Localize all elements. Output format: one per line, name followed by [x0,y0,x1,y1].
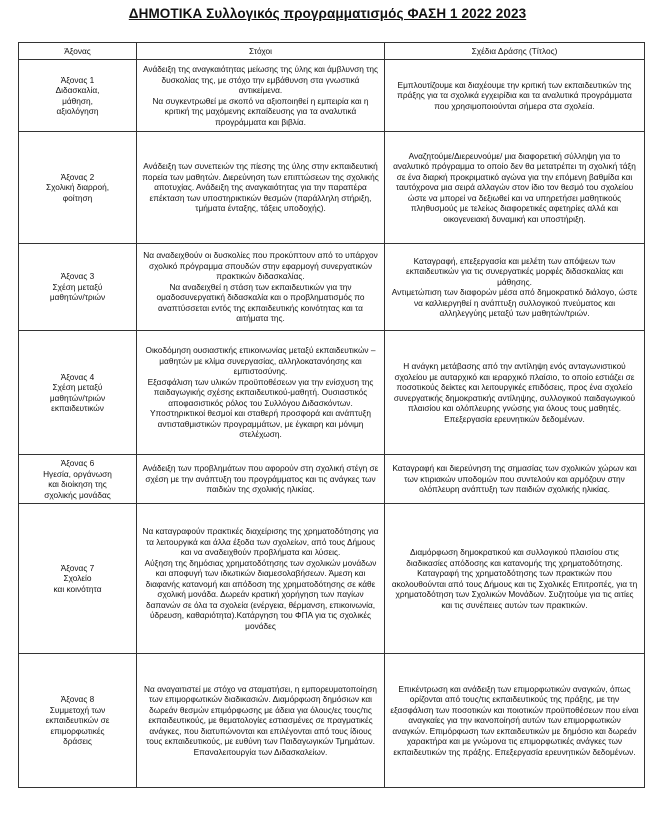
axis-label-line: μάθηση, [62,95,93,106]
cell-paragraph: Ανάδειξη της αναγκαιότητας μείωσης της ύλης και άμβλυνση της δυσκολίας της, με στόχο την εμβάθυνση στα γνωστικά αντικείμενα. [142,64,379,95]
actions-cell [385,132,645,244]
cell-paragraph: Εξασφάλιση των υλικών προϋποθέσεων για την ενίσχυση της παιδαγωγικής σχέσης εκπαιδευτικού-μαθητή. Ουσιαστικός αποφασιστικός ρόλος του Συλλόγου Διδασκόντων. Υποστηρικτικοί θεσμοί και σταθερή προσφορά και ανάπτυξη αντισταθμιστικών προγραμμάτων, με έγκαιρη και μόνιμη στελέχωση. [147,376,374,440]
cell-paragraph: Να συγκεντρωθεί με σκοπό να αξιοποιηθεί η εμπειρία και η κριτική της μαχόμενης εκπαίδευσης για τα αναλυτικά προγράμματα και βιβλία. [152,95,369,127]
header-goals: Στόχοι [137,43,385,60]
cell-paragraph: Να αναδειχθούν οι δυσκολίες που προκύπτουν από το υπάρχον σχολικό πρόγραμμα σπουδών στην εφαρμογή συνεργατικών πρακτικών διδασκαλίας. [143,250,378,282]
cell-paragraph: Ανάδειξη των συνεπειών της πίεσης της ύλης στην εκπαιδευτική πορεία των μαθητών. Διερεύνηση των επιπτώσεων της σχολικής αποτυχίας. Ανάδειξη της αναγκαιότητας για την παραπέρα επέκταση των υποστηρικτικών θεσμών (παράλληλη στήριξη, τμήματα ένταξης, τάξεις υποδοχής). [142,161,379,214]
cell-paragraph: Να αναγαιτιστεί με στόχο να σταματήσει, η εμπορευματοποίηση των επιμορφωτικών διαδικασιών. Διαμόρφωση δημόσιων και δωρεάν θεσμών επιμόρφωσης με άδεια για όλους/ες τους/τις εκπαιδευτικούς, με θεματολογίες εστιασμένες σε πραγματικές ανάγκες, που διατυπώνονται και επιλέγονται από τους ίδιους τους εκπαιδευτικούς, με ευθύνη των Παιδαγωγικών Τμημάτων. Επαναλειτουργία των Διδασκαλείων. [144,683,377,757]
cell-paragraph: Οικοδόμηση ουσιαστικής επικοινωνίας μεταξύ εκπαιδευτικών – μαθητών με κλίμα συνεργασίας, αλληλοκατανόησης και εμπιστοσύνης. [145,345,376,377]
goals-cell [137,504,385,654]
goals-cell [137,244,385,331]
axis-label-line: Άξονας 6 [60,458,95,468]
goals-cell [137,132,385,244]
axis-cell [19,455,137,504]
axis-label-line: Άξονας 3 [60,271,95,282]
axis-cell [19,60,137,132]
header-actions: Σχέδια Δράσης (Τίτλος) [385,43,645,60]
axis-label-line: μαθητών/τριών [49,292,106,303]
axis-label-line: Σχολική διαρροή, [45,182,109,193]
axis-cell [19,331,137,455]
actions-cell [385,654,645,788]
cell-paragraph: Εμπλουτίζουμε και διαχέουμε την κριτική των εκπαιδευτικών της πράξης για τα σχολικά εγχειρίδια και τα αναλυτικά προγράμματα που χρησιμοποιούνται σήμερα στα σχολεία. [397,79,632,111]
axis-label-line: εκπαιδευτικών σε [45,715,110,726]
axis-label-line: Άξονας 2 [60,171,95,182]
table-row [19,654,645,788]
actions-cell [385,60,645,132]
cell-paragraph: Αντιμετώπιση των διαφορών μέσα από δημοκρατικό διάλογο, ώστε να καλλιεργηθεί η ανάπτυξη συλλογικού πνεύματος και αλληλεγγύης μεταξύ των μαθητών/τριών. [391,287,638,318]
axis-label-line: Σχέση μεταξύ [52,281,103,292]
axis-label-line: Σχολείο [63,573,92,584]
axis-label-line: επιμορφωτικές [50,725,105,736]
table-row [19,132,645,244]
cell-paragraph: Η ανάγκη μετάβασης από την αντίληψη ενός ανταγωνιστικού σχολείου με αυταρχικό και ιεραρχικό πλαίσιο, το οποίο εστιάζει σε ποσοτικούς δείκτες και λειτουργικές επιδόσεις, προς ένα σχολείο συνεργατικής δημοκρατικής αντίληψης, συλλογικού παιδαγωγικού πλαισίου και ολόπλευρης γνώσης για όλους τους μαθητές. Επεξεργασία ερευνητικών δεδομένων. [393,361,636,424]
axis-label-line: και διοίκηση της [48,479,107,489]
goals-cell [137,331,385,455]
axis-cell [19,654,137,788]
header-axis: Άξονας [19,43,137,60]
axis-label-line: εκπαιδευτικών [51,403,104,413]
axis-label-line: Σχέση μεταξύ [52,382,103,392]
cell-paragraph: Αναζητούμε/Διερευνούμε/ μια διαφορετική σύλληψη για το αναλυτικό πρόγραμμα το οποίο δεν θα μετατρέπει τη σχολική τάξη σε ένα διαρκή προκριματικό αγώνα για την επόμενη βαθμίδα και ταυτόχρονα μια σειρά αλλαγών στον ίδιο τον θεσμό του σχολείου ώστε να μπορεί να δεξιωθεί και να υπηρετήσει μαθητικούς πληθυσμούς με τελείως διαφορετικές αφετηρίες αλλά και οικογενειακή δυναμική και υποστήριξη. [393,150,636,224]
actions-cell [385,455,645,504]
axis-label-line: Άξονας 1 [60,74,95,85]
axis-label-line: δράσεις [63,736,92,747]
goals-cell [137,60,385,132]
axis-label-line: Άξονας 8 [60,694,95,705]
axis-label-line: Διδασκαλία, [55,85,100,95]
cell-paragraph: Να καταγραφούν πρακτικές διαχείρισης της χρηματοδότησης για τα λειτουργικά και άλλα έξοδα των σχολείων, από τους Δήμους και να αναδειχθούν προβλήματα και λύσεις. [142,526,379,557]
table-row [19,331,645,455]
actions-cell [385,504,645,654]
axis-label-line: και κοινότητα [53,583,102,594]
table-header-row [19,43,645,60]
cell-paragraph: Αύξηση της δημόσιας χρηματοδότησης των σχολικών μονάδων και αποφυγή των ιδιωτικών διαμεσολαβήσεων. Άμεση και διαφανής κατανομή και απόδοση της χρηματοδότησης σε κάθε σχολική μονάδα. Δωρεάν κρατική χορήγηση των παγίων δαπανών σε όλα τα σχολεία (ενέργεια, θέρμανση, επικοινωνία, ύδρευση, καθαριότητα).Κατάργηση του ΦΠΑ για τις σχολικές μονάδες [144,557,377,631]
cell-paragraph: Καταγραφή και διερεύνηση της σημασίας των σχολικών χώρων και των κτιριακών υποδομών που συντελούν και αρμόζουν στην ολόπλευρη ανάπτυξη των παιδιών σχολικής ηλικίας. [392,463,637,495]
cell-paragraph: Να αναδειχθεί η στάση των εκπαιδευτικών για την ομαδοσυνεργατική διδασκαλία και ο προβληματισμός πο αναπτύσσεται εντός της εκπαιδευτικής κοινότητας και τα αιτήματα της. [156,281,365,324]
axis-label-line: μαθητών/τριών [49,392,106,403]
axis-label-line: αξιολόγηση [56,106,99,116]
axis-label-line: σχολικής μονάδας [44,489,111,500]
table-row [19,455,645,504]
axis-label-line: Άξονας 7 [60,562,95,573]
cell-paragraph: Καταγραφή, επεξεργασία και μελέτη των απόψεων των εκπαιδευτικών για τις συνεργατικές μορφές διδασκαλίας και μάθησης. [405,255,624,287]
actions-cell [385,331,645,455]
planning-table [18,42,645,788]
axis-label-line: Ηγεσία, οργάνωση [43,468,112,479]
actions-cell [385,244,645,331]
axis-label-line: φοίτηση [62,192,93,203]
axis-cell [19,244,137,331]
table-row [19,244,645,331]
cell-paragraph: Διαμόρφωση δημοκρατικού και συλλογικού πλαισίου στις διαδικασίες απόδοσης και κατανομής της χρηματοδότησης. Καταγραφή της χρηματοδότησης των πρακτικών που ακολουθούνται από τους Δήμους και τις Σχολικές Επιτροπές, για τη χρηματοδότηση των Σχολικών Μονάδων. Συζητούμε για τις αιτίες και τις συνέπειες αυτών των πρακτικών. [391,547,638,610]
table-row [19,60,645,132]
table-row [19,504,645,654]
axis-label-line: Συμμετοχή των [49,704,106,715]
goals-cell [137,654,385,788]
document-title: ΔΗΜΟΤΙΚΑ Συλλογικός προγραμματισμός ΦΑΣΗ 1 2022 2023 [128,6,527,21]
axis-cell [19,132,137,244]
goals-cell [137,455,385,504]
cell-paragraph: Επικέντρωση και ανάδειξη των επιμορφωτικών αναγκών, όπως ορίζονται από τους/τις εκπαιδευτικούς της πράξης, με την εξασφάλιση των ποσοτικών και ποιοτικών προϋποθέσεων που είναι αναγκαίες για την ικανοποίησή αυτών των επιμορφωτικών αναγκών. Επιμόρφωση των εκπαιδευτικών με δημόσιο και δωρεάν χαρακτήρα και με γνώμονα τις επιμορφωτικές ανάγκες των εκπαιδευτικών της πράξης. Επεξεργασία ερευνητικών δεδομένων. [390,683,639,757]
axis-label-line: Άξονας 4 [60,371,95,382]
axis-cell [19,504,137,654]
table-body [19,60,645,788]
cell-paragraph: Ανάδειξη των προβλημάτων που αφορούν στη σχολική στέγη σε σχέση με την ανάπτυξη του προγράμματος και τις ανάγκες των παιδιών της σχολικής ηλικίας. [142,463,379,495]
